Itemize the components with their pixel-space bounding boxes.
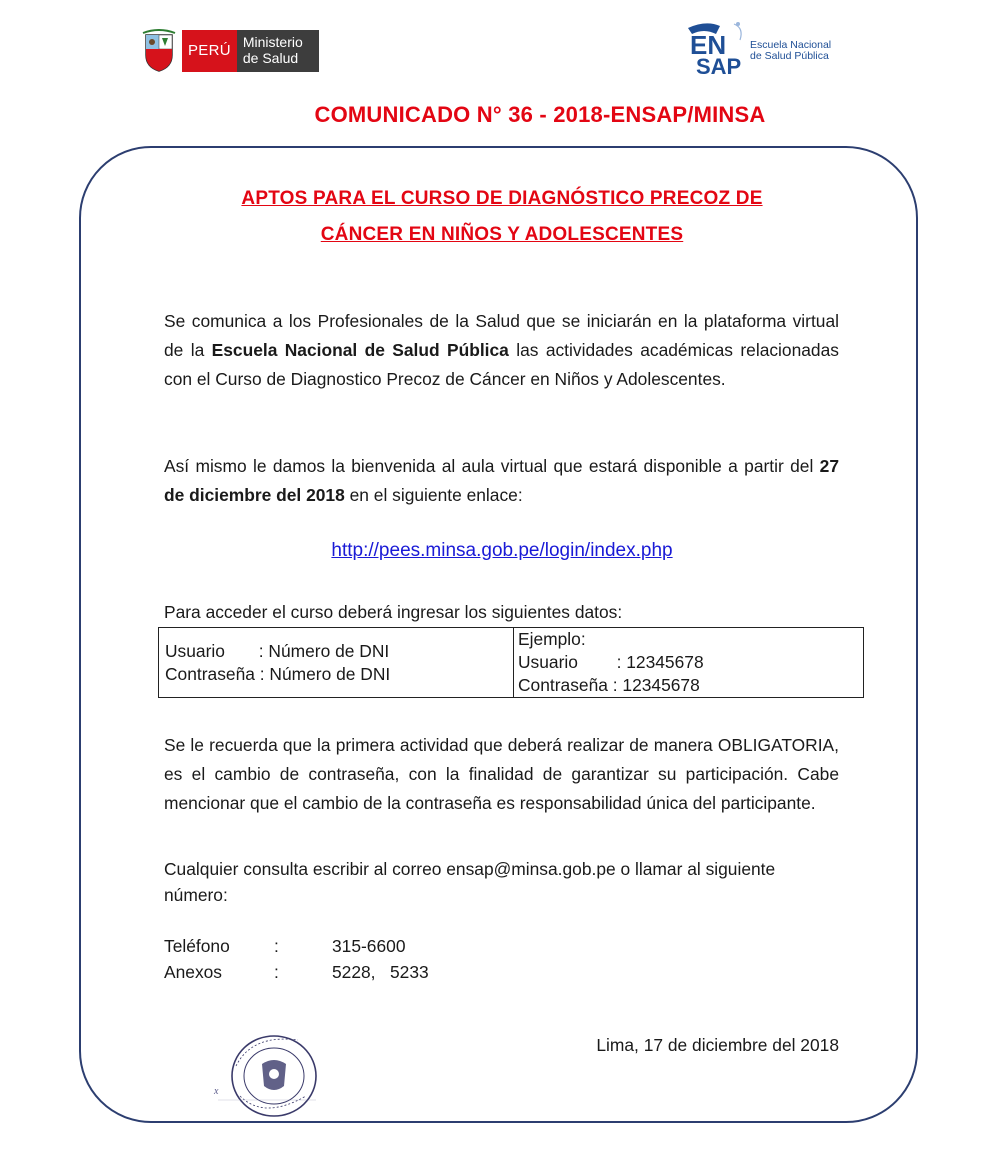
ensap-mark-icon (686, 20, 748, 76)
comunicado-title: COMUNICADO N° 36 - 2018-ENSAP/MINSA (314, 102, 766, 127)
telefono-label: Teléfono (164, 936, 230, 956)
ensap-name (750, 40, 831, 62)
intro-paragraph (164, 307, 839, 394)
telefono-colon: : (274, 936, 279, 956)
anexos-label: Anexos (164, 962, 223, 982)
anexos-colon: : (274, 962, 279, 982)
usuario-example: Usuario : 12345678 (518, 652, 704, 672)
credentials-table (158, 627, 864, 698)
ensap-logo (686, 20, 836, 76)
official-seal-icon (212, 1026, 320, 1122)
welcome-text-pre: Así mismo le damos la bienvenida al aula virtual que estará disponible a partir del (164, 456, 820, 476)
ensap-line2: de Salud Pública (750, 50, 829, 62)
intro-text-bold: Escuela Nacional de Salud Pública (211, 340, 509, 360)
intro-text-pre: Se comunica a los Profesionales de la Salud que se iniciarán en la plataforma virtual de la (164, 311, 839, 360)
ensap-line1: Escuela Nacional (750, 39, 832, 51)
ministerio-label (237, 30, 319, 72)
contrasena-example: Contraseña : 12345678 (518, 675, 700, 695)
welcome-date: 27 de diciembre del 2018 (164, 456, 839, 505)
credentials-example-cell (514, 628, 864, 698)
course-title-line1: APTOS PARA EL CURSO DE DIAGNÓSTICO PRECOZ DE (241, 188, 763, 209)
intro-text-post: las actividades académicas relacionadas con el Curso de Diagnostico Precoz de Cáncer en Niños y Adolescentes. (164, 340, 839, 389)
ministerio-line1: Ministerio (242, 34, 303, 50)
svg-text:x: x (214, 1086, 219, 1097)
usuario-format: Usuario : Número de DNI (165, 640, 390, 661)
access-instructions: Para acceder el curso deberá ingresar los siguientes datos: (164, 602, 623, 622)
contrasena-format: Contraseña : Número de DNI (165, 663, 391, 684)
contact-paragraph: Cualquier consulta escribir al correo ensap@minsa.gob.pe o llamar al siguiente número: (164, 859, 776, 905)
example-label: Ejemplo: (518, 629, 586, 649)
minsa-logo (142, 28, 319, 74)
svg-text:SAP: SAP (696, 54, 742, 76)
welcome-paragraph (164, 452, 839, 510)
anexos-row (164, 959, 429, 985)
date-line: Lima, 17 de diciembre del 2018 (596, 1035, 839, 1055)
credentials-format-cell (159, 628, 514, 698)
welcome-text-post: en el siguiente enlace: (344, 485, 523, 505)
peru-coat-of-arms-icon (142, 29, 176, 73)
platform-link[interactable]: http://pees.minsa.gob.pe/login/index.php (331, 540, 673, 561)
course-title-line2: CÁNCER EN NIÑOS Y ADOLESCENTES (320, 224, 684, 245)
anexos-value: 5228, 5233 (332, 962, 429, 982)
contact-numbers (164, 933, 429, 985)
peru-label: PERÚ (182, 30, 237, 72)
svg-text:EN: EN (690, 30, 727, 60)
telefono-row (164, 933, 429, 959)
telefono-value: 315-6600 (332, 936, 406, 956)
ministerio-line2: de Salud (242, 50, 299, 66)
password-reminder: Se le recuerda que la primera actividad que deberá realizar de manera OBLIGATORIA, es el cambio de contraseña, con la finalidad de garantizar su participación. Cabe mencionar que el cambio de la contraseña es responsabilidad única del participante. (164, 735, 839, 813)
